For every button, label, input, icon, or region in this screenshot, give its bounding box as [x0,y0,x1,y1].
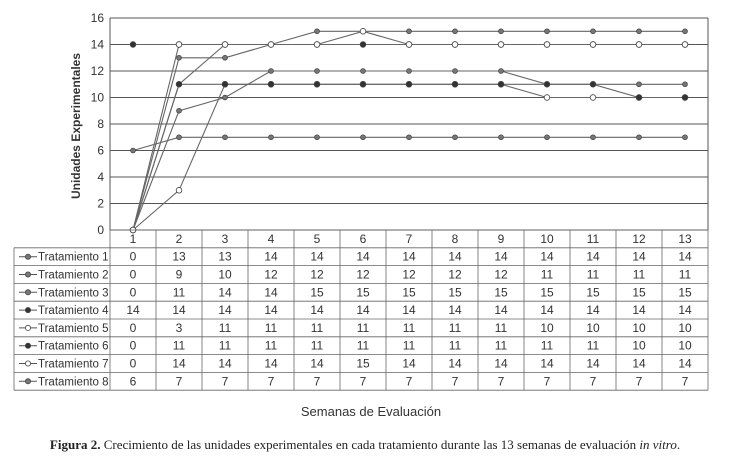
table-cell-value: 15 [356,285,370,300]
data-point [545,29,550,34]
table-cell-value: 14 [218,303,232,318]
data-point [177,55,182,60]
table-cell-value: 12 [310,267,324,282]
legend-marker [25,361,30,366]
caption-label: Figura 2. [49,437,101,452]
x-tick-label: 2 [175,231,183,246]
data-point [637,135,642,140]
data-point [360,81,366,87]
table-cell-value: 12 [356,267,370,282]
series-lines [133,31,685,230]
table-cell-value: 14 [126,303,140,318]
table-cell-value: 14 [632,356,646,371]
table-cell-value: 14 [218,356,232,371]
data-point [591,29,596,34]
x-tick-label: 5 [313,231,321,246]
data-point [637,29,642,34]
table-cell-value: 13 [172,249,186,264]
y-tick-label: 2 [97,196,104,211]
legend-marker [25,254,30,259]
series-name: Tratamiento 6 [38,340,109,353]
table-cell-value: 14 [264,285,278,300]
table-cell-value: 3 [175,320,183,335]
table-cell-value: 14 [540,356,554,371]
legend-marker [25,272,30,277]
table-cell-value: 12 [494,267,508,282]
series-line-5 [133,84,685,230]
data-point [222,81,228,87]
data-point [453,29,458,34]
series-name: Tratamiento 8 [38,376,109,389]
data-point [223,95,228,100]
x-tick-label: 9 [497,231,505,246]
table-cell-value: 14 [586,303,600,318]
table-cell-value: 15 [402,285,416,300]
x-tick-label: 12 [632,231,646,246]
table-cell-value: 7 [405,374,413,389]
table-cell-value: 14 [172,356,186,371]
table-cell-value: 15 [586,285,600,300]
table-cell-value: 14 [310,356,324,371]
data-point [591,135,596,140]
table-cell-value: 15 [448,285,462,300]
data-point [499,135,504,140]
x-tick-label: 7 [405,231,413,246]
y-tick-label: 6 [97,143,104,158]
table-cell-value: 11 [218,338,232,353]
table-cell-value: 7 [451,374,459,389]
table-cell-value: 11 [310,338,324,353]
data-point [544,95,550,101]
table-cell-value: 11 [264,320,278,335]
x-axis-label: Semanas de Evaluación [300,404,442,419]
x-tick-label: 10 [540,231,554,246]
table-cell-value: 11 [586,267,600,282]
data-point [453,135,458,140]
table-cell-value: 11 [402,338,416,353]
table-cell-value: 7 [221,374,229,389]
table-cell-value: 9 [175,267,183,282]
series-points [130,28,688,232]
table-cell-value: 11 [172,285,186,300]
table-cell-value: 15 [494,285,508,300]
data-point [222,42,228,48]
data-point [498,42,504,48]
series-name: Tratamiento 4 [38,305,109,318]
data-point [636,42,642,48]
table-cell-value: 7 [267,374,275,389]
data-point [682,42,688,48]
series-name: Tratamiento 5 [38,322,109,335]
data-point [499,69,504,74]
table-cell-value: 14 [310,249,324,264]
table-cell-value: 7 [543,374,551,389]
figure-caption [20,436,710,453]
data-point [314,42,320,48]
data-point [544,81,550,87]
table-cell-value: 14 [264,303,278,318]
table-cell-value: 14 [494,303,508,318]
table-cell-value: 14 [494,356,508,371]
series-name: Tratamiento 2 [38,269,109,282]
table-cell-value: 14 [310,303,324,318]
data-point [498,81,504,87]
table-cell-value: 0 [129,320,137,335]
table-cell-value: 6 [129,374,137,389]
series-line-7 [133,31,685,230]
table-cell-value: 11 [540,267,554,282]
table-cell-value: 10 [678,338,692,353]
table-cell-value: 12 [448,267,462,282]
table-cell-value: 14 [172,303,186,318]
legend-marker [25,379,30,384]
caption-end: . [676,437,681,452]
caption-text: Crecimiento de las unidades experimentales en cada tratamiento durante las 13 semanas de evaluación [103,437,640,452]
series-name: Tratamiento 1 [38,251,109,264]
data-point [223,55,228,60]
data-point [683,29,688,34]
legend-marker [25,325,30,330]
data-point [268,81,274,87]
series-name: Tratamiento 3 [38,287,109,300]
table-cell-value: 14 [264,356,278,371]
x-tick-label: 4 [267,231,275,246]
data-point [590,42,596,48]
table-cell-value: 10 [218,267,232,282]
table-cell-value: 14 [402,356,416,371]
data-point [177,108,182,113]
series-line-3 [133,31,685,230]
table-cell-value: 0 [129,356,137,371]
data-point [176,187,182,193]
data-point [268,42,274,48]
table-cell-value: 0 [129,338,137,353]
table-cell-value: 14 [678,356,692,371]
table-cell-value: 12 [264,267,278,282]
data-point [176,81,182,87]
table-cell-value: 12 [402,267,416,282]
table-cell-value: 11 [678,267,692,282]
data-point [315,69,320,74]
data-point [453,69,458,74]
table-cell-value: 14 [356,303,370,318]
x-tick-label: 1 [129,231,137,246]
data-point [223,135,228,140]
data-point [360,42,366,48]
y-tick-label: 4 [97,170,104,184]
table-cell-value: 14 [678,303,692,318]
table-cell-value: 11 [356,338,370,353]
table-cell-value: 14 [402,303,416,318]
table-cell-value: 14 [586,249,600,264]
table-cell-value: 11 [448,338,462,353]
data-point [452,81,458,87]
table-cell-value: 7 [589,374,597,389]
table-cell-value: 14 [632,249,646,264]
data-point [177,135,182,140]
data-point [269,135,274,140]
table-cell-value: 14 [632,303,646,318]
data-point [407,69,412,74]
table-cell-value: 7 [175,374,183,389]
table-cell-value: 14 [678,249,692,264]
data-point [361,135,366,140]
table-cell-value: 14 [540,303,554,318]
table-cell-value: 14 [264,249,278,264]
data-point [406,42,412,48]
y-tick-label: 12 [90,64,104,78]
table-cell-value: 11 [402,320,416,335]
table-cell-value: 7 [635,374,643,389]
caption-italic: in vitro [639,437,677,452]
table-cell-value: 11 [264,338,278,353]
table-cell-value: 0 [129,285,137,300]
table-cell-value: 14 [218,285,232,300]
table-cell-value: 14 [448,356,462,371]
table-cell-value: 10 [632,338,646,353]
data-point [407,29,412,34]
data-point [452,42,458,48]
y-tick-label: 10 [90,90,104,105]
table-cell-value: 15 [678,285,692,300]
grid-lines [110,18,708,230]
y-axis-label: Unidades Experimentales [69,52,83,200]
legend-marker [25,343,30,348]
table-cell-value: 11 [356,320,370,335]
x-tick-label: 11 [586,231,600,246]
data-table [14,230,708,390]
data-point [590,95,596,101]
table-cell-value: 0 [129,267,137,282]
table-cell-value: 15 [356,356,370,371]
data-point [406,81,412,87]
y-axis-ticks [91,11,105,237]
table-cell-value: 14 [494,249,508,264]
x-tick-label: 8 [451,231,459,246]
y-tick-label: 8 [97,117,104,131]
y-tick-label: 16 [90,11,104,25]
data-point [315,29,320,34]
data-point [683,82,688,87]
table-cell-value: 7 [497,374,505,389]
table-cell-value: 14 [448,303,462,318]
table-cell-value: 13 [218,249,232,264]
series-name: Tratamiento 7 [38,358,109,371]
table-cell-value: 11 [310,320,324,335]
table-cell-value: 0 [129,249,137,264]
legend-marker [25,290,30,295]
table-cell-value: 14 [586,356,600,371]
data-point [176,42,182,48]
table-cell-value: 11 [218,320,232,335]
data-point [682,95,688,101]
data-point [637,82,642,87]
data-point [269,69,274,74]
table-cell-value: 14 [356,249,370,264]
table-cell-value: 10 [586,320,600,335]
table-cell-value: 11 [586,338,600,353]
data-point [499,29,504,34]
data-point [407,135,412,140]
table-cell-value: 11 [494,320,508,335]
x-tick-label: 13 [678,231,692,246]
table-cell-value: 15 [632,285,646,300]
data-point [590,81,596,87]
table-cell-value: 7 [313,374,321,389]
table-cell-value: 11 [494,338,508,353]
table-cell-value: 11 [632,267,646,282]
y-axis-label-group [69,53,83,199]
data-point [360,28,366,34]
data-point [315,135,320,140]
data-point [545,135,550,140]
y-tick-label: 0 [97,223,104,237]
table-cell-value: 14 [402,249,416,264]
table-cell-value: 10 [678,320,692,335]
data-point [131,148,136,153]
table-cell-value: 14 [540,249,554,264]
data-point [544,42,550,48]
table-cell-value: 10 [632,320,646,335]
table-cell-value: 10 [540,320,554,335]
data-point [130,42,136,48]
table-cell-value: 15 [540,285,554,300]
x-tick-label: 3 [221,231,229,246]
table-cell-value: 11 [448,320,462,335]
table-cell-value: 7 [359,374,367,389]
data-point [683,135,688,140]
table-cell-value: 7 [681,374,689,389]
legend-marker [25,308,30,313]
table-cell-value: 14 [448,249,462,264]
x-tick-label: 6 [359,231,367,246]
data-point [636,95,642,101]
data-point [361,69,366,74]
table-cell-value: 11 [172,338,186,353]
data-point [314,81,320,87]
table-cell-value: 11 [540,338,554,353]
y-tick-label: 14 [90,37,104,52]
table-cell-value: 15 [310,285,324,300]
